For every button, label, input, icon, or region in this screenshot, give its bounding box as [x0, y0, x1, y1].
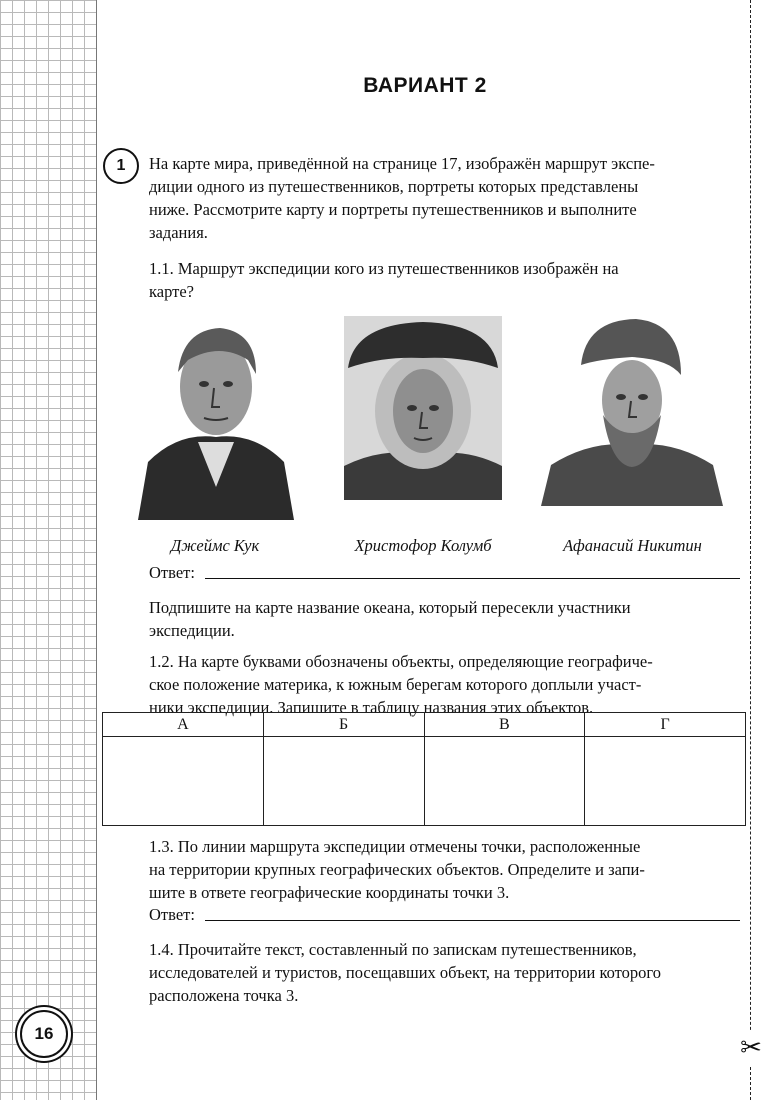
task-intro-line: задания.: [149, 223, 208, 242]
answer-line-1-1[interactable]: [205, 561, 740, 579]
answer-label: Ответ:: [149, 905, 195, 924]
portrait-cook: [128, 312, 304, 520]
question-line: ское положение материка, к южным берегам которого доплыли участ-: [149, 675, 642, 694]
portrait-caption: Афанасий Никитин: [563, 536, 702, 555]
portrait-nikitin: [541, 315, 723, 506]
table-header: В: [424, 713, 585, 737]
question-line: карте?: [149, 282, 194, 301]
table-header: А: [103, 713, 264, 737]
answer-table: [102, 712, 746, 826]
answer-cell-a[interactable]: [103, 737, 264, 826]
answer-cell-g[interactable]: [585, 737, 746, 826]
portrait-columbus-image: [344, 316, 502, 500]
question-line: шите в ответе географические координаты точки 3.: [149, 883, 510, 902]
answer-label: Ответ:: [149, 563, 195, 582]
question-1-4: [149, 938, 744, 1007]
portrait-caption: Джеймс Кук: [170, 536, 260, 555]
question-1-1: [149, 257, 744, 303]
portrait-caption: Христофор Колумб: [354, 536, 492, 555]
page-number: 16: [20, 1010, 68, 1058]
portrait-columbus: [344, 316, 502, 500]
task-intro: [149, 152, 744, 244]
answer-line-1-3[interactable]: [205, 903, 740, 921]
task-intro-line: диции одного из путешественников, портреты которых представлены: [149, 177, 639, 196]
table-header: Б: [263, 713, 424, 737]
question-line: 1.1. Маршрут экспедиции кого из путешественников изображён на: [149, 259, 619, 278]
question-line: исследователей и туристов, посещавших объект, на территории которого: [149, 963, 662, 982]
question-line: 1.4. Прочитайте текст, составленный по запискам путешественников,: [149, 940, 637, 959]
cut-line: [750, 0, 751, 1100]
question-line: на территории крупных географических объектов. Определите и запи-: [149, 860, 645, 879]
instruction-line: Подпишите на карте название океана, который пересекли участники: [149, 598, 631, 617]
question-1-3: [149, 835, 744, 904]
question-line: ники экспедиции. Запишите в таблицу названия этих объектов.: [149, 698, 594, 717]
ocean-instruction: [149, 596, 744, 642]
portrait-cook-image: [128, 312, 304, 520]
question-line: 1.3. По линии маршрута экспедиции отмечены точки, расположенные: [149, 837, 641, 856]
portrait-nikitin-image: [541, 315, 723, 506]
graph-paper-margin: [0, 0, 97, 1100]
scissors-icon: ✂: [738, 1030, 764, 1066]
instruction-line: экспедиции.: [149, 621, 235, 640]
question-line: расположена точка 3.: [149, 986, 299, 1005]
variant-title: ВАРИАНТ 2: [363, 74, 487, 97]
task-intro-line: На карте мира, приведённой на странице 17, изображён маршрут экспе-: [149, 154, 655, 173]
answer-cell-b[interactable]: [263, 737, 424, 826]
task-intro-line: ниже. Рассмотрите карту и портреты путешественников и выполните: [149, 200, 637, 219]
task-number-badge: 1: [103, 148, 139, 184]
answer-cell-v[interactable]: [424, 737, 585, 826]
question-1-2: [149, 650, 744, 719]
table-header: Г: [585, 713, 746, 737]
question-line: 1.2. На карте буквами обозначены объекты, определяющие географиче-: [149, 652, 653, 671]
